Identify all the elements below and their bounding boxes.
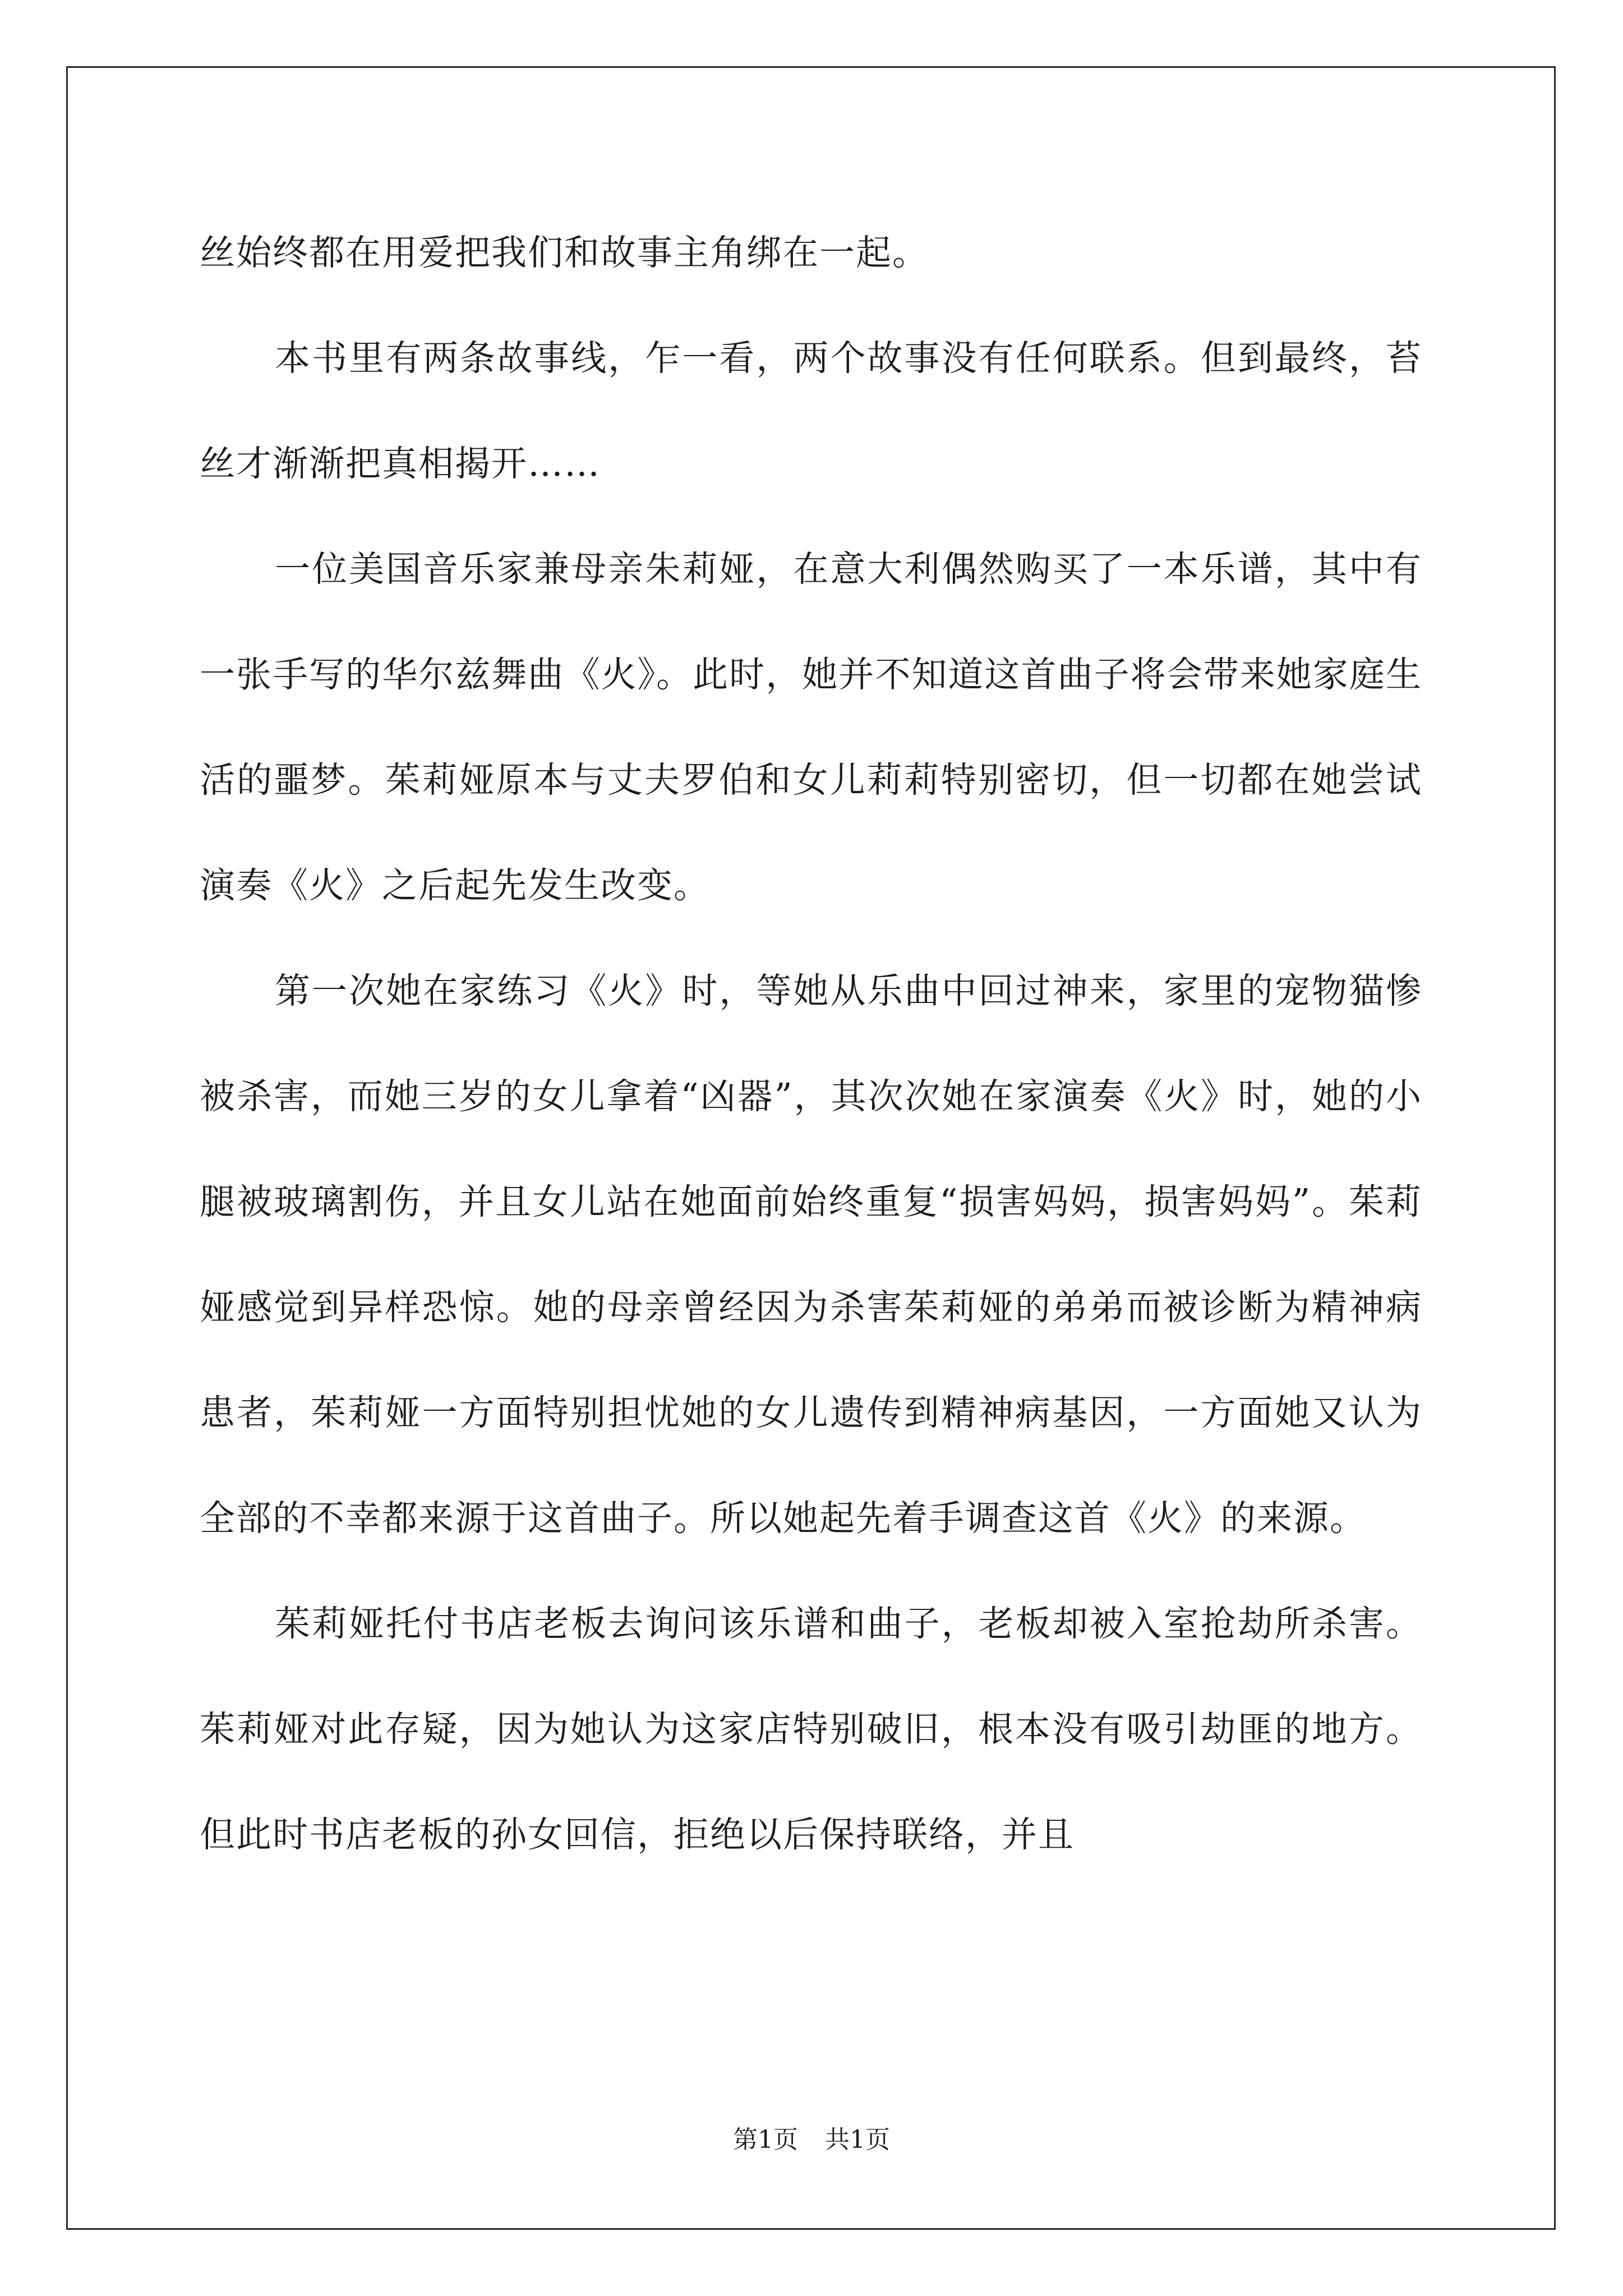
page-footer: [0, 2123, 1623, 2157]
paragraph-2: 本书里有两条故事线，乍一看，两个故事没有任何联系。但到最终，苔丝才渐渐把真相揭开……: [200, 338, 1422, 484]
total-pages: 共1页: [825, 2125, 890, 2154]
paragraph-5: 茱莉娅托付书店老板去询问该乐谱和曲子，老板却被入室抢劫所杀害。茱莉娅对此存疑，因为她认为这家店特别破旧，根本没有吸引劫匪的地方。但此时书店老板的孙女回信，拒绝以后保持联络，并且: [200, 1603, 1422, 1855]
page-number: 第1页: [733, 2125, 798, 2154]
paragraph-1: 丝始终都在用爱把我们和故事主角绑在一起。: [200, 232, 929, 273]
paragraph-3: 一位美国音乐家兼母亲朱莉娅，在意大利偶然购买了一本乐谱，其中有一张手写的华尔兹舞曲《火》。此时，她并不知道这首曲子将会带来她家庭生活的噩梦。茱莉娅原本与丈夫罗伯和女儿莉莉特别密切，但一切都在她尝试演奏《火》之后起先发生改变。: [200, 549, 1422, 906]
document-body: [200, 200, 1422, 1888]
paragraph-4: 第一次她在家练习《火》时，等她从乐曲中回过神来，家里的宠物猫惨被杀害，而她三岁的女儿拿着“凶器”，其次次她在家演奏《火》时，她的小腿被玻璃割伤，并且女儿站在她面前始终重复“损害妈妈，损害妈妈”。茱莉娅感觉到异样恐惊。她的母亲曾经因为杀害茱莉娅的弟弟而被诊断为精神病患者，茱莉娅一方面特别担忧她的女儿遗传到精神病基因，一方面她又认为全部的不幸都来源于这首曲子。所以她起先着手调查这首《火》的来源。: [200, 970, 1422, 1539]
